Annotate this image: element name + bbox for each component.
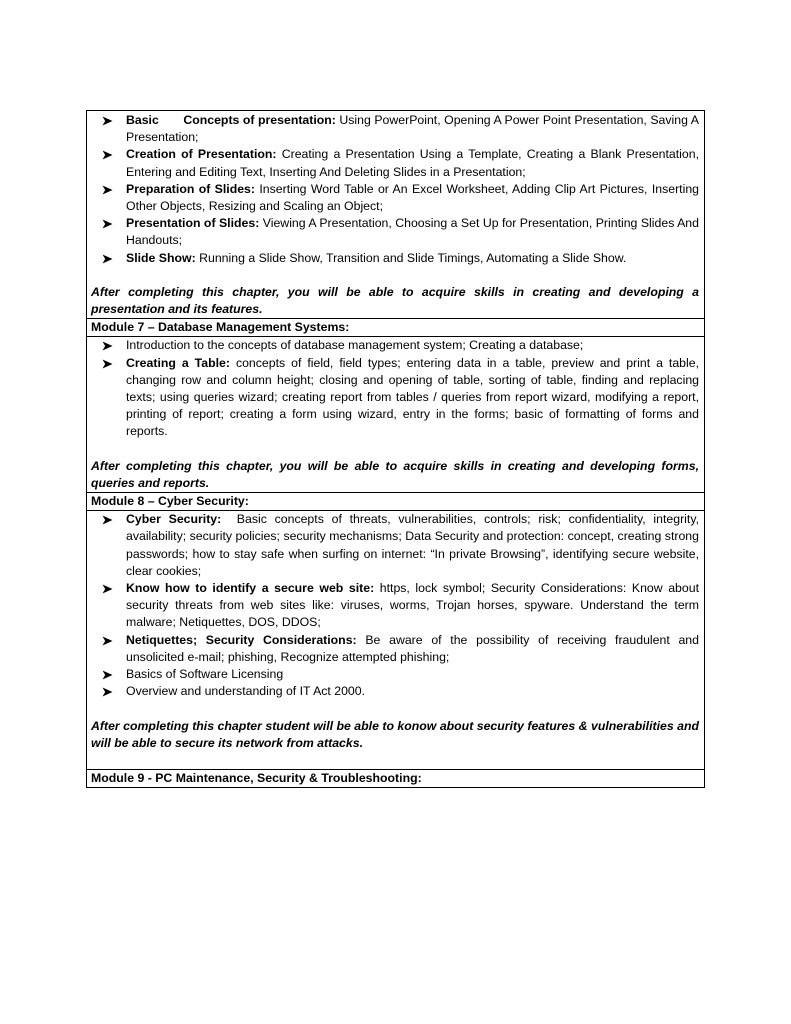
arrowhead-bullet-icon — [102, 355, 113, 369]
list-item — [91, 215, 699, 249]
topic-label: Slide Show: — [126, 250, 196, 265]
module8-content-row — [87, 511, 705, 770]
topic-label: Know how to identify a secure web site: — [126, 581, 375, 596]
list-item — [91, 146, 699, 180]
module6-content-row — [87, 111, 705, 319]
topic-text: Using PowerPoint, Opening A Power Point Presentation, Saving A Presentation; — [126, 113, 699, 145]
topic-label: Creating a Table: — [126, 355, 230, 370]
list-item — [91, 632, 699, 666]
arrowhead-bullet-icon — [102, 215, 113, 229]
topic-label: Basic Concepts of presentation: — [126, 113, 336, 127]
module7-heading-row — [87, 319, 705, 337]
arrowhead-bullet-icon — [102, 683, 113, 697]
module7-heading: Module 7 – Database Management Systems: — [87, 319, 705, 337]
topic-label: Presentation of Slides: — [126, 216, 260, 231]
list-item — [91, 666, 699, 683]
module8-heading: Module 8 – Cyber Security: — [87, 493, 705, 511]
topic-text: Inserting Word Table or An Excel Worksheet, Adding Clip Art Pictures, Inserting Other Objects, Resizing and Scaling an Object; — [126, 181, 699, 214]
topic-label: Creation of Presentation: — [126, 147, 277, 162]
spacer — [91, 441, 699, 458]
module6-summary: After completing this chapter, you will be able to acquire skills in creating and developing a presentation and its features. — [91, 284, 699, 317]
syllabus-table — [86, 110, 705, 788]
arrowhead-bullet-icon — [102, 511, 113, 525]
topic-text: Running a Slide Show, Transition and Slide Timings, Automating a Slide Show. — [195, 250, 627, 265]
topic-text: https, lock symbol; Security Considerations: Know about security threats from web sites like: viruses, worms, Trojan horses, spyware. Understand the term malware; Netiquettes, DOS, DDOS; — [126, 581, 699, 630]
list-item — [91, 683, 699, 700]
module6-content-cell — [87, 111, 705, 319]
topic-text: Be aware of the possibility of receiving fraudulent and unsolicited e-mail; phishing, Recognize attempted phishing; — [126, 632, 699, 664]
list-item — [91, 181, 699, 215]
module8-content-cell — [87, 511, 705, 770]
list-item — [91, 337, 699, 354]
topic-text: Basics of Software Licensing — [126, 667, 284, 682]
arrowhead-bullet-icon — [102, 181, 113, 195]
module9-heading-row — [87, 769, 705, 787]
topic-text: Introduction to the concepts of database management system; Creating a database; — [126, 338, 584, 353]
list-item — [91, 511, 699, 580]
topic-text: Basic concepts of threats, vulnerabilities, controls; risk; confidentiality, integrity, availability; security policies; security mechanisms; Data Security and protection: concept, creating strong passwords; how to stay safe when surfing on internet: “In private Browsing”, identifying secure website, clear cookies; — [126, 512, 699, 578]
list-item — [91, 355, 699, 441]
syllabus-page — [86, 110, 705, 788]
topic-label: Netiquettes; Security Considerations: — [126, 632, 357, 647]
arrowhead-bullet-icon — [102, 146, 113, 160]
module7-summary: After completing this chapter, you will be able to acquire skills in creating and developing forms, queries and reports. — [91, 458, 699, 490]
topic-text: Overview and understanding of IT Act 2000. — [126, 684, 366, 699]
module8-heading-row — [87, 493, 705, 511]
arrowhead-bullet-icon — [102, 632, 113, 646]
spacer — [91, 752, 699, 769]
arrowhead-bullet-icon — [102, 250, 113, 264]
module6-topic-list — [91, 112, 699, 267]
list-item — [91, 580, 699, 632]
module7-content-cell — [87, 337, 705, 493]
arrowhead-bullet-icon — [102, 666, 113, 680]
list-item — [91, 112, 699, 146]
topic-label: Preparation of Slides: — [126, 181, 255, 196]
spacer — [91, 267, 699, 284]
module9-heading: Module 9 - PC Maintenance, Security & Troubleshooting: — [87, 769, 705, 787]
topic-text: Viewing A Presentation, Choosing a Set Up for Presentation, Printing Slides And Handouts; — [126, 216, 699, 248]
arrowhead-bullet-icon — [102, 112, 113, 126]
module7-topic-list — [91, 337, 699, 440]
topic-text: Creating a Presentation Using a Template, Creating a Blank Presentation, Entering and Editing Text, Inserting And Deleting Slides in a Presentation; — [126, 147, 699, 179]
module7-content-row — [87, 337, 705, 493]
topic-text: concepts of field, field types; entering data in a table, preview and print a table, changing row and column height; closing and opening of table, sorting of table, finding and replacing texts; using queries wizard; creating report from tables / queries from report wizard, modifying a report, printing of report; creating a form using wizard, entry in the forms; basic of formatting of forms and reports. — [126, 355, 699, 439]
topic-label: Cyber Security: — [126, 512, 222, 527]
list-item — [91, 250, 699, 267]
module8-topic-list — [91, 511, 699, 700]
spacer — [91, 701, 699, 718]
arrowhead-bullet-icon — [102, 580, 113, 594]
module8-summary: After completing this chapter student will be able to konow about security features & vulnerabilities and will be able to secure its network from attacks. — [91, 718, 699, 750]
arrowhead-bullet-icon — [102, 337, 113, 351]
